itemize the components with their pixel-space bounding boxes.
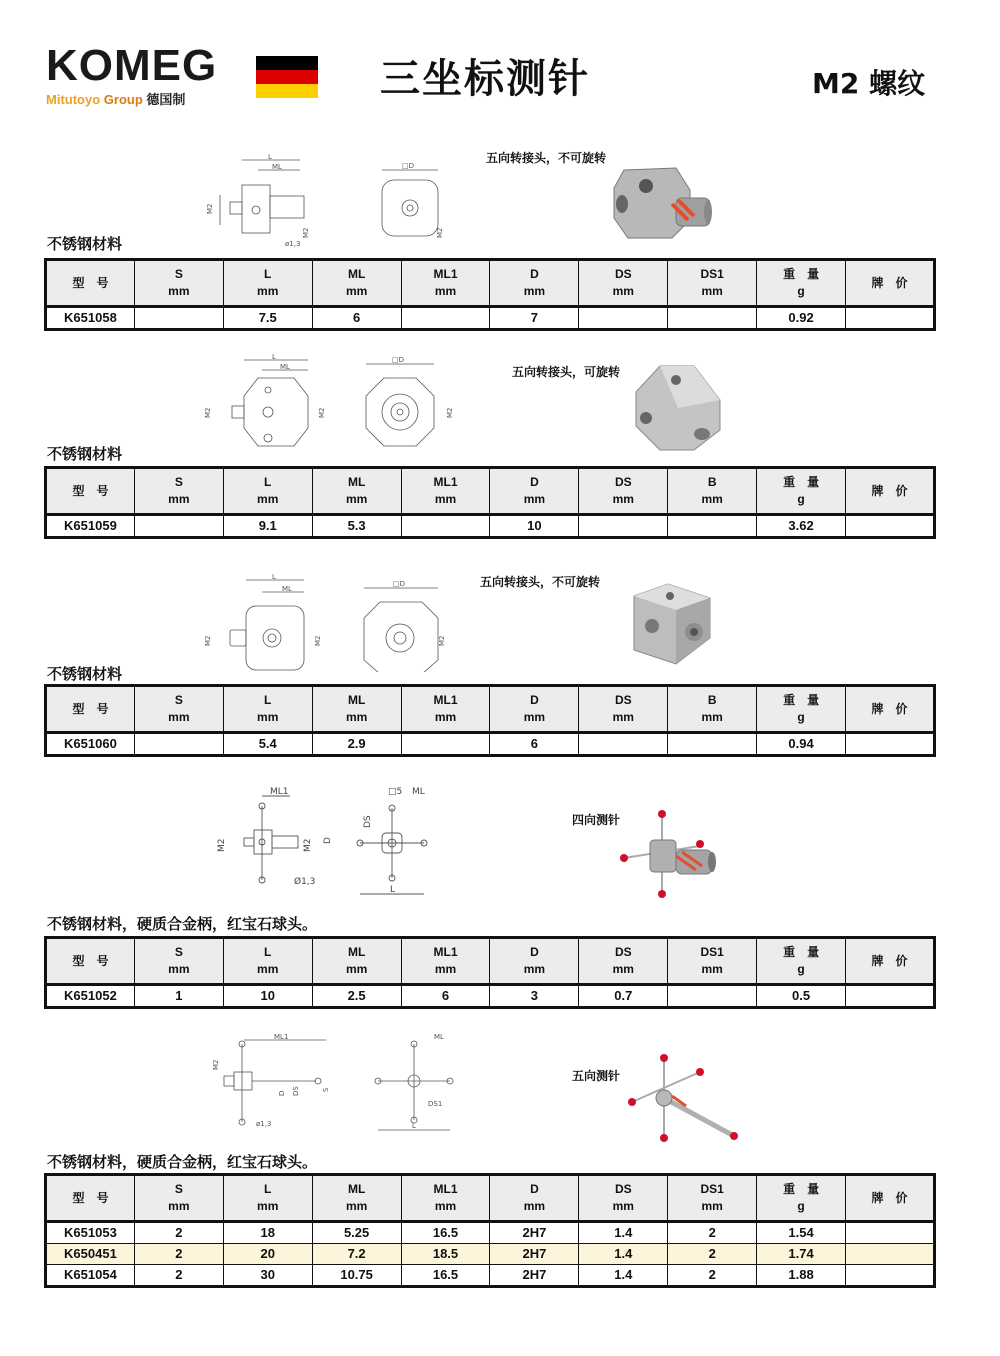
text-label: DS [614, 1182, 632, 1196]
text-label: 型 号 [72, 275, 109, 290]
column-header [668, 1175, 757, 1222]
table-cell: 0.7 [579, 985, 668, 1008]
spec-table-1 [44, 258, 936, 331]
dim-M2c: M2 [436, 227, 444, 238]
table-row [46, 1244, 935, 1265]
text-label: Ø1,3 [294, 877, 316, 887]
column-header [490, 1175, 579, 1222]
column-header [579, 468, 668, 515]
text-label: L [272, 353, 276, 361]
table-cell: 7.5 [223, 307, 312, 330]
column-header [401, 686, 490, 733]
table-cell: 5.4 [223, 733, 312, 756]
text-label: 牌 价 [871, 953, 908, 968]
column-header [312, 686, 401, 733]
table-cell [134, 733, 223, 756]
text-label: DS [614, 475, 632, 489]
dim-L: L [268, 153, 272, 161]
col-ML1 [401, 260, 490, 307]
text-label: mm [701, 284, 723, 298]
col-ML [312, 260, 401, 307]
column-header [46, 1175, 135, 1222]
text-label: S [174, 475, 183, 489]
text-label: D [530, 693, 539, 707]
table-cell: K650451 [46, 1244, 135, 1265]
text-label: ML [282, 585, 292, 593]
table-row [46, 515, 935, 538]
table-cell [134, 515, 223, 538]
text-label: D [323, 837, 333, 844]
text-label: 牌 价 [871, 275, 908, 290]
text-label: 牌 价 [871, 483, 908, 498]
column-header [134, 938, 223, 985]
text-label: M2 [303, 838, 313, 852]
table-cell [668, 307, 757, 330]
text-label: mm [434, 1199, 457, 1213]
text-label: M2 [318, 407, 326, 418]
column-header [134, 686, 223, 733]
column-header [490, 938, 579, 985]
spec-table-2 [44, 466, 936, 539]
text-label: mm [612, 492, 634, 506]
table-cell [401, 307, 490, 330]
text-label: ML [412, 787, 425, 797]
brand-logo: KOMEG [46, 41, 218, 90]
table-cell: 2 [668, 1222, 757, 1244]
col-S [134, 260, 223, 307]
text-label: mm [168, 1199, 190, 1213]
table-cell: 2 [134, 1244, 223, 1265]
table-cell: 1.74 [757, 1244, 846, 1265]
made-in-germany-text: 德国制 [146, 92, 186, 107]
column-header [846, 686, 935, 733]
photo-adapter-1 [606, 160, 716, 242]
table-cell: 5.3 [312, 515, 401, 538]
page-title: 三坐标测针 [380, 56, 590, 102]
table-cell [846, 515, 935, 538]
table-cell: 2 [134, 1265, 223, 1287]
col-L [223, 260, 312, 307]
photo-stylus-5 [620, 1050, 744, 1146]
table-cell: 10 [223, 985, 312, 1008]
text-label: □D [393, 580, 406, 588]
table-row [46, 1265, 935, 1287]
material-label-2: 不锈钢材料 [47, 445, 123, 463]
table-cell: 7.2 [312, 1244, 401, 1265]
drawing-adapter-1 [200, 150, 450, 250]
text-label: mm [345, 710, 368, 724]
text-label: g [797, 1199, 805, 1213]
text-label: mm [257, 492, 279, 506]
table-cell: 1 [134, 985, 223, 1008]
text-label: B [707, 475, 717, 489]
text-label: ML1 [433, 267, 458, 281]
text-label: DS [614, 945, 632, 959]
text-label: ML1 [270, 787, 289, 797]
text-label: mm [701, 710, 723, 724]
text-label: DS1 [428, 1100, 443, 1108]
text-label: ML [434, 1033, 444, 1041]
column-header [46, 938, 135, 985]
text-label: S [322, 1087, 330, 1092]
text-label: M2 [204, 635, 212, 646]
header-row [46, 686, 935, 733]
text-label: 型 号 [72, 1190, 109, 1205]
text-label: 重 量 [783, 945, 820, 959]
column-header [401, 1175, 490, 1222]
text-label: D [530, 475, 539, 489]
material-label-1: 不锈钢材料 [47, 235, 123, 253]
dim-dia: ø1,3 [285, 240, 301, 248]
product-caption-2: 五向转接头，可旋转 [512, 365, 621, 379]
text-label: D [530, 1182, 539, 1196]
text-label: ML [347, 267, 366, 281]
column-header [846, 1175, 935, 1222]
text-label: ML1 [433, 693, 458, 707]
german-flag-icon [256, 56, 318, 98]
text-label: M2 [314, 635, 322, 646]
mitutoyo-text: Mitutoyo [46, 92, 101, 107]
material-label-4: 不锈钢材料，硬质合金柄，红宝石球头。 [47, 915, 318, 933]
table-cell: 18.5 [401, 1244, 490, 1265]
text-label: ML1 [274, 1033, 289, 1041]
table-cell: K651052 [46, 985, 135, 1008]
text-label: mm [434, 710, 457, 724]
col-DS1 [668, 260, 757, 307]
table-cell: 10.75 [312, 1265, 401, 1287]
text-label: mm [701, 1199, 723, 1213]
text-label: ML1 [433, 475, 458, 489]
table-cell: K651054 [46, 1265, 135, 1287]
column-header [846, 468, 935, 515]
col-model [46, 260, 135, 307]
text-label: mm [434, 962, 457, 976]
table-cell [668, 985, 757, 1008]
table-row [46, 733, 935, 756]
text-label: mm [257, 284, 279, 298]
text-label: S [174, 267, 183, 281]
table-cell: 5.25 [312, 1222, 401, 1244]
text-label: mm [612, 284, 634, 298]
text-label: L [390, 885, 396, 895]
text-label: 重 量 [783, 267, 820, 281]
text-label: D [530, 945, 539, 959]
text-label: mm [345, 284, 368, 298]
table-cell [668, 515, 757, 538]
header-row [46, 938, 935, 985]
photo-adapter-2 [630, 360, 724, 456]
column-header [757, 468, 846, 515]
text-label: mm [434, 492, 457, 506]
text-label: mm [168, 962, 190, 976]
table-cell [846, 733, 935, 756]
table-cell: 9.1 [223, 515, 312, 538]
table-cell: 1.54 [757, 1222, 846, 1244]
column-header [223, 468, 312, 515]
drawing-adapter-3 [200, 572, 450, 672]
table-row [46, 307, 935, 330]
column-header [579, 686, 668, 733]
table-cell: 2H7 [490, 1222, 579, 1244]
text-label: mm [168, 284, 190, 298]
column-header [668, 938, 757, 985]
text-label: L [412, 1122, 416, 1130]
column-header [490, 686, 579, 733]
col-price [846, 260, 935, 307]
text-label: DS1 [700, 945, 724, 959]
text-label: mm [701, 492, 723, 506]
text-label: mm [257, 1199, 279, 1213]
column-header [312, 468, 401, 515]
table-cell: 3 [490, 985, 579, 1008]
text-label: 型 号 [72, 483, 109, 498]
table-row [46, 985, 935, 1008]
table-cell: 1.4 [579, 1244, 668, 1265]
text-label: ML [347, 693, 366, 707]
text-label: L [264, 945, 272, 959]
table-cell [668, 733, 757, 756]
text-label: 重 量 [783, 1182, 820, 1196]
dim-sqD: □D [402, 162, 415, 170]
product-caption-4: 四向测针 [572, 813, 621, 827]
header-row [46, 260, 935, 307]
table-cell: 7 [490, 307, 579, 330]
table-cell: 6 [312, 307, 401, 330]
table-cell: 3.62 [757, 515, 846, 538]
column-header [579, 938, 668, 985]
text-label: DS1 [700, 267, 724, 281]
table-cell: K651053 [46, 1222, 135, 1244]
text-label: mm [257, 962, 279, 976]
table-cell: 16.5 [401, 1222, 490, 1244]
text-label: □5 [388, 787, 403, 797]
table-cell: 1.4 [579, 1265, 668, 1287]
column-header [46, 468, 135, 515]
table-cell [401, 733, 490, 756]
table-cell: 2H7 [490, 1244, 579, 1265]
table-cell: 20 [223, 1244, 312, 1265]
table-cell [846, 1222, 935, 1244]
spec-table-5 [44, 1173, 936, 1288]
dim-ML: ML [272, 163, 282, 171]
text-label: mm [523, 284, 546, 298]
spec-table-4 [44, 936, 936, 1009]
column-header [223, 938, 312, 985]
column-header [757, 938, 846, 985]
material-label-3: 不锈钢材料 [47, 665, 123, 683]
column-header [490, 468, 579, 515]
column-header [579, 1175, 668, 1222]
header-row [46, 468, 935, 515]
text-label: 重 量 [783, 475, 820, 489]
text-label: g [797, 962, 805, 976]
text-label: DS [292, 1086, 300, 1096]
text-label: 牌 价 [871, 1190, 908, 1205]
table-cell: 6 [490, 733, 579, 756]
text-label: M2 [204, 407, 212, 418]
table-cell: 2 [668, 1265, 757, 1287]
col-DS [579, 260, 668, 307]
text-label: ML [347, 475, 366, 489]
table-cell [846, 1265, 935, 1287]
text-label: mm [612, 710, 634, 724]
text-label: g [797, 710, 805, 724]
text-label: 牌 价 [871, 701, 908, 716]
dim-M2: M2 [206, 203, 214, 214]
column-header [757, 1175, 846, 1222]
product-caption-3: 五向转接头，不可旋转 [480, 575, 601, 589]
photo-stylus-4 [614, 806, 724, 902]
text-label: mm [345, 1199, 368, 1213]
thread-label: M2 螺纹 [812, 67, 926, 100]
dim-M2b: M2 [302, 227, 310, 238]
text-label: mm [345, 962, 368, 976]
text-label: S [174, 945, 183, 959]
table-cell: 16.5 [401, 1265, 490, 1287]
table-cell: 2 [668, 1244, 757, 1265]
text-label: S [174, 1182, 183, 1196]
table-cell [846, 1244, 935, 1265]
text-label: M2 [446, 407, 454, 418]
table-cell: 0.92 [757, 307, 846, 330]
text-label: D [530, 267, 539, 281]
text-label: M2 [212, 1059, 220, 1070]
text-label: DS [363, 815, 373, 828]
column-header [223, 1175, 312, 1222]
text-label: mm [434, 284, 457, 298]
text-label: mm [701, 962, 723, 976]
table-cell [579, 307, 668, 330]
text-label: M2 [438, 635, 446, 646]
text-label: DS [614, 267, 632, 281]
text-label: L [264, 475, 272, 489]
table-cell: 2.5 [312, 985, 401, 1008]
table-cell [401, 515, 490, 538]
drawing-stylus-5 [206, 1030, 466, 1136]
text-label: mm [345, 492, 368, 506]
column-header [757, 686, 846, 733]
text-label: ø1,3 [256, 1120, 272, 1128]
table-cell [579, 515, 668, 538]
text-label: D [278, 1090, 286, 1096]
table-cell: 1.4 [579, 1222, 668, 1244]
text-label: ML1 [433, 1182, 458, 1196]
table-cell: 10 [490, 515, 579, 538]
text-label: ML [347, 945, 366, 959]
text-label: ML1 [433, 945, 458, 959]
group-text: Group [103, 92, 143, 107]
table-row [46, 1222, 935, 1244]
text-label: mm [523, 962, 546, 976]
text-label: L [272, 573, 276, 581]
text-label: □D [392, 356, 405, 364]
text-label: mm [523, 1199, 546, 1213]
brand-subtitle [46, 92, 185, 108]
text-label: S [174, 693, 183, 707]
table-cell: 18 [223, 1222, 312, 1244]
text-label: L [264, 267, 272, 281]
table-cell: K651058 [46, 307, 135, 330]
col-weight [757, 260, 846, 307]
column-header [134, 468, 223, 515]
column-header [223, 686, 312, 733]
text-label: g [797, 492, 805, 506]
material-label-5: 不锈钢材料，硬质合金柄，红宝石球头。 [47, 1153, 318, 1171]
text-label: mm [257, 710, 279, 724]
text-label: mm [168, 492, 190, 506]
column-header [668, 468, 757, 515]
text-label: mm [523, 710, 546, 724]
text-label: mm [612, 1199, 634, 1213]
table-cell: 0.5 [757, 985, 846, 1008]
text-label: ML [347, 1182, 366, 1196]
table-cell: 30 [223, 1265, 312, 1287]
table-cell [846, 307, 935, 330]
text-label: 型 号 [72, 701, 109, 716]
header-row [46, 1175, 935, 1222]
table-cell [846, 985, 935, 1008]
table-cell: 2.9 [312, 733, 401, 756]
table-cell: 0.94 [757, 733, 846, 756]
table-cell: 1.88 [757, 1265, 846, 1287]
text-label: mm [168, 710, 190, 724]
text-label: ML [280, 363, 290, 371]
product-caption-5: 五向测针 [572, 1069, 621, 1083]
drawing-adapter-2 [200, 352, 462, 452]
table-cell: 2H7 [490, 1265, 579, 1287]
table-cell [579, 733, 668, 756]
text-label: DS1 [700, 1182, 724, 1196]
spec-table-3 [44, 684, 936, 757]
column-header [401, 938, 490, 985]
text-label: mm [523, 492, 546, 506]
text-label: mm [612, 962, 634, 976]
text-label: L [264, 693, 272, 707]
text-label: 型 号 [72, 953, 109, 968]
col-D [490, 260, 579, 307]
photo-adapter-3 [620, 578, 714, 668]
column-header [46, 686, 135, 733]
table-cell [134, 307, 223, 330]
table-cell: 2 [134, 1222, 223, 1244]
text-label: 重 量 [783, 693, 820, 707]
drawing-stylus-4 [210, 784, 450, 900]
table-cell: K651060 [46, 733, 135, 756]
text-label: B [707, 693, 717, 707]
column-header [312, 938, 401, 985]
text-label: g [797, 284, 805, 298]
column-header [401, 468, 490, 515]
product-caption-1: 五向转接头，不可旋转 [486, 151, 607, 165]
table-cell: K651059 [46, 515, 135, 538]
text-label: L [264, 1182, 272, 1196]
text-label: DS [614, 693, 632, 707]
table-cell: 6 [401, 985, 490, 1008]
column-header [312, 1175, 401, 1222]
column-header [668, 686, 757, 733]
column-header [134, 1175, 223, 1222]
column-header [846, 938, 935, 985]
text-label: M2 [217, 838, 227, 852]
